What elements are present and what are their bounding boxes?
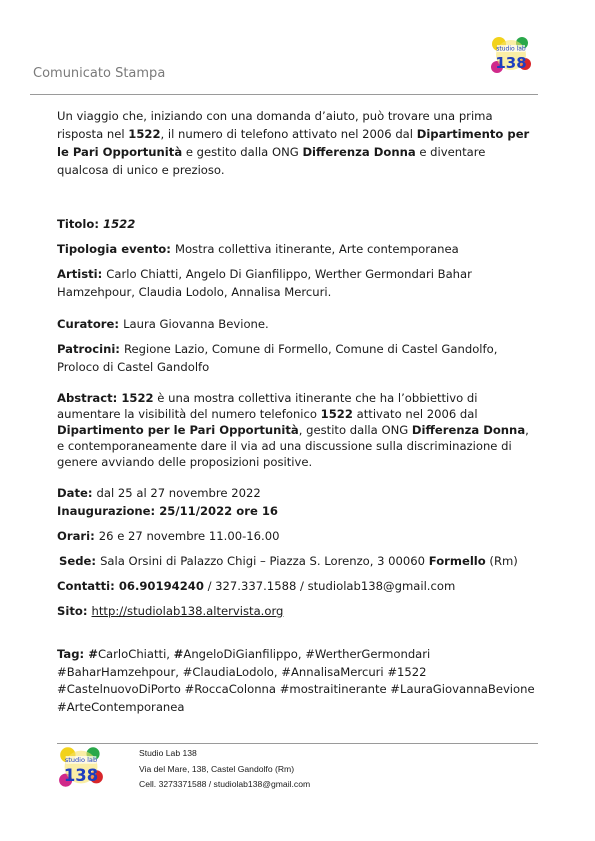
contatti-row: Contatti: 06.90194240 / 327.337.1588 / studiolab138@gmail.com <box>57 579 456 593</box>
footer-contact <box>139 746 310 793</box>
footer-address: Via del Mare, 138, Castel Gandolfo (Rm) <box>139 763 295 774</box>
abstract-paragraph: Abstract: 1522 è una mostra collettiva itinerante che ha l’obbiettivo di aumentare la visibilità del numero telefonico 1522 attivato nel 2006 dal Dipartimento per le Pari Opportunità, gestito dalla ONG Differenza Donna, e contemporaneamente dare il via ad una discussione sulla discriminazione di genere avviando delle proposizioni positive. <box>57 391 529 469</box>
tag-paragraph: Tag: #CarloChiatti, #AngeloDiGianfilippo, #WertherGermondari #BaharHamzehpour, #ClaudiaLodolo, #AnnalisaMercuri #1522 #CastelnuovoDiPorto #RoccaColonna #mostraitinerante #LauraGiovannaBevione #ArteContemporanea <box>57 647 535 714</box>
titolo-row: Titolo: 1522 <box>57 217 136 231</box>
logo-text-num: 138 <box>495 54 527 72</box>
footer-divider <box>57 743 538 744</box>
date-row: Date: dal 25 al 27 novembre 2022 <box>57 486 261 500</box>
studio-lab-footer-logo <box>58 744 104 790</box>
document-title: Comunicato Stampa <box>33 66 166 81</box>
patrocini-row: Patrocini: Regione Lazio, Comune di Formello, Comune di Castel Gandolfo, Proloco di Castel Gandolfo <box>57 342 498 374</box>
footer-name: Studio Lab 138 <box>139 748 197 758</box>
header-divider <box>30 94 538 95</box>
website-link[interactable]: http://studiolab138.altervista.org <box>91 604 284 618</box>
footer-phone-email: Cell. 3273371588 / studiolab138@gmail.com <box>139 779 311 789</box>
sede-row: Sede: Sala Orsini di Palazzo Chigi – Piazza S. Lorenzo, 3 00060 Formello (Rm) <box>59 554 518 568</box>
inaugurazione-row: Inaugurazione: 25/11/2022 ore 16 <box>57 504 278 518</box>
footer-logo-text-top: studio lab <box>64 756 98 765</box>
artisti-row: Artisti: Carlo Chiatti, Angelo Di Gianfilippo, Werther Germondari Bahar Hamzehpour, Claudia Lodolo, Annalisa Mercuri. <box>57 267 472 299</box>
intro-paragraph: Un viaggio che, iniziando con una domanda d’aiuto, può trovare una prima risposta nel 1522, il numero di telefono attivato nel 2006 dal Dipartimento per le Pari Opportunità e gestito dalla ONG Differenza Donna e diventare qualcosa di unico e prezioso. <box>57 109 530 177</box>
press-release-body <box>57 107 537 716</box>
orari-row: Orari: 26 e 27 novembre 11.00-16.00 <box>57 529 280 543</box>
curatore-row: Curatore: Laura Giovanna Bevione. <box>57 317 269 331</box>
tipologia-row: Tipologia evento: Mostra collettiva itinerante, Arte contemporanea <box>57 242 459 256</box>
studio-lab-logo <box>490 34 532 76</box>
sito-row: Sito: http://studiolab138.altervista.org <box>57 604 284 618</box>
footer-logo-text-num: 138 <box>63 766 99 786</box>
logo-text-top: studio lab <box>496 45 526 53</box>
